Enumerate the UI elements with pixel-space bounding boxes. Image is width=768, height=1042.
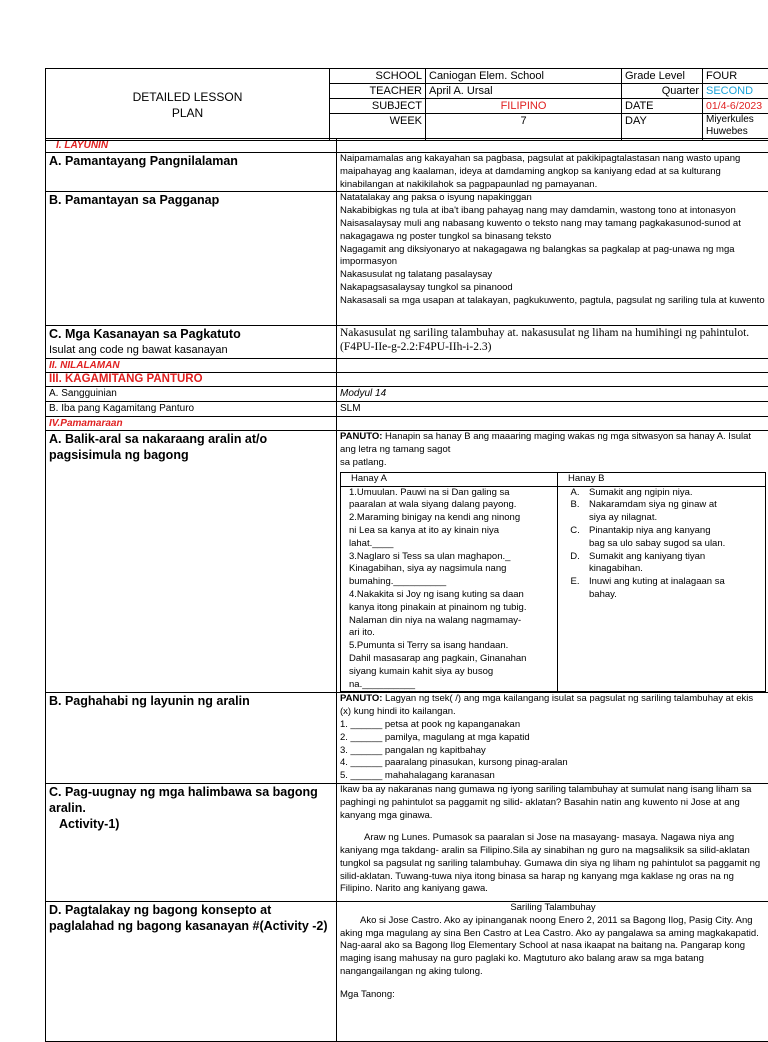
hanay-b-item [561, 487, 762, 500]
hanay-a-line: na.__________ [349, 679, 554, 692]
date-value: 01/4-6/2023 [703, 99, 768, 114]
hanay-b-line: Pinantakip niya ang kanyang [589, 525, 762, 538]
section-pamamaraan: IV.Pamamaraan [46, 417, 337, 431]
iba-pang-kagamitan-value: SLM [337, 402, 768, 417]
hanay-a-line: paaralan at wala siyang dalang payong. [349, 499, 554, 512]
kasanayan-title: C. Mga Kasanayan sa Pagkatuto [49, 327, 241, 341]
talambuhay-title: Sariling Talambuhay [340, 902, 766, 915]
lesson-plan-body [45, 138, 768, 1042]
hanay-b-letter: C. [561, 525, 589, 551]
pag-uugnay-text-1: Ikaw ba ay nakaranas nang gumawa ng iyong sariling talambuhay at sumulat nang isang liham sa paghingi ng pahintulot sa paggamit ng silid- aklatan? Basahin natin ang kuwento ni Jose at ang kanyang mga ginawa. [340, 784, 766, 822]
checklist-item: 1. ______ petsa at pook ng kapanganakan [340, 719, 766, 732]
hanay-a-line: Kinagabihan, siya ay nagsimula nang [349, 563, 554, 576]
pagganap-line: Nakapagsasalaysay tungkol sa pinanood [340, 282, 766, 295]
panuto-text: Hanapin sa hanay B ang maaaring maging wakas ng mga sitwasyon sa hanay A. Isulat ang letra ng tamang sagot [340, 431, 751, 455]
sanggunian-value: Modyul 14 [337, 387, 768, 402]
document-title [46, 69, 330, 141]
hanay-table [340, 472, 766, 693]
hanay-b-line: bahay. [589, 589, 762, 602]
quarter-value: SECOND [703, 84, 768, 99]
hanay-a-line: ni Lea sa kanya at ito ay kinain niya [349, 525, 554, 538]
sanggunian-label: A. Sangguinian [46, 387, 337, 402]
checklist-item: 2. ______ pamilya, magulang at mga kapatid [340, 732, 766, 745]
teacher-value: April A. Ursal [426, 84, 622, 99]
hanay-b-line: siya ay nilagnat. [589, 512, 762, 525]
hanay-a-line: 4.Nakakita si Joy ng isang kuting sa daan [349, 589, 554, 602]
balik-aral-content [337, 431, 768, 693]
hanay-a-line: 3.Naglaro si Tess sa ulan maghapon._ [349, 551, 554, 564]
subject-label: SUBJECT [330, 99, 426, 114]
hanay-b-item [561, 551, 762, 577]
hanay-a-header: Hanay A [341, 472, 558, 486]
hanay-a-line: lahat.____ [349, 538, 554, 551]
checklist-item: 5. ______ mahahalagang karanasan [340, 770, 766, 783]
pamantayang-pangnilalaman-text: Naipamamalas ang kakayahan sa pagbasa, pagsulat at pakikipagtalastasan nang wasto upang maipahayag ang kaalaman, ideya at damdaming angkop sa kaniyang edad at sa kulturang kinabilangan at nakikilahok sa pagpapaunlad ng pamayanan. [337, 153, 768, 192]
hanay-b-list [558, 486, 766, 692]
paghahabi-panuto [340, 693, 766, 719]
hanay-b-line: kinagabihan. [589, 563, 762, 576]
grade-value: FOUR [703, 69, 768, 84]
hanay-b-item [561, 499, 762, 525]
pamantayan-pagganap-label: B. Pamantayan sa Pagganap [46, 192, 337, 326]
kasanayan-sub: Isulat ang code ng bawat kasanayan [49, 342, 333, 358]
iba-pang-kagamitan-label: B. Iba pang Kagamitang Panturo [46, 402, 337, 417]
hanay-a-line: 1.Umuulan. Pauwi na si Dan galing sa [349, 487, 554, 500]
lesson-plan-header [45, 68, 768, 141]
panuto-text: Lagyan ng tsek( /) ang mga kailangang isulat sa pagsulat ng sariling talambuhay at ekis (x) kung hindi ito kailangan. [340, 693, 753, 717]
week-value: 7 [426, 114, 622, 141]
pagganap-line: Natatalakay ang paksa o isyung napakinggan [340, 192, 766, 205]
pamantayan-pagganap-list [337, 192, 768, 326]
panuto-label: PANUTO: [340, 693, 382, 704]
hanay-b-line: Sumakit ang kaniyang tiyan [589, 551, 762, 564]
hanay-a-line: bumahing.__________ [349, 576, 554, 589]
school-label: SCHOOL [330, 69, 426, 84]
panuto-label: PANUTO: [340, 431, 382, 442]
teacher-label: TEACHER [330, 84, 426, 99]
pag-uugnay-text-2: Araw ng Lunes. Pumasok sa paaralan si Jose na masayang- masaya. Nagawa niya ang kaniyang mga takdang- aralin sa Filipino.Sila ay sinabihan ng guro na magsaliksik sa silid-aklatan tungkol sa pagsulat ng sariling talambuhay. Gumawa din siya ng liham ng pahintulot sa paggamit ng silid-aklatan. Tuwang-tuwa niya itong binasa sa harap ng kanyang mga kaklase ng oras na ng Filipino. Narito ang kaniyang gawa. [340, 832, 766, 896]
pag-uugnay-content [337, 783, 768, 901]
paghahabi-label: B. Paghahabi ng layunin ng aralin [46, 693, 337, 784]
school-value: Caniogan Elem. School [426, 69, 622, 84]
pagganap-line: Nakasusulat ng talatang pasalaysay [340, 269, 766, 282]
hanay-a-line: ari ito. [349, 627, 554, 640]
day-value-1: Miyerkules [706, 114, 766, 126]
pagganap-line: Naisasalaysay muli ang nabasang kuwento o teksto nang may tamang pagkakasunod-sunod at nakagagawa ng poster tungkol sa binasang teksto [340, 218, 766, 244]
paghahabi-content [337, 693, 768, 784]
pag-uugnay-title: C. Pag-uugnay ng mga halimbawa sa bagong aralin. [49, 784, 333, 816]
pamantayang-pangnilalaman-label: A. Pamantayang Pangnilalaman [46, 153, 337, 192]
pagganap-line: Nakabibigkas ng tula at iba't ibang pahayag nang may damdamin, wastong tono at intonasyon [340, 205, 766, 218]
pagganap-line: Nagagamit ang diksiyonaryo at nakagagawa ng balangkas sa pagkalap at pag-unawa ng mga impormasyon [340, 244, 766, 270]
panuto-text-2: sa patlang. [340, 457, 766, 470]
section-layunin: I. LAYUNIN [46, 139, 337, 153]
hanay-b-line: Nakaramdam siya ng ginaw at [589, 499, 762, 512]
pagganap-line: Nakasasali sa mga usapan at talakayan, pagkukuwento, pagtula, pagsulat ng sariling tula at kuwento [340, 295, 766, 308]
pag-uugnay-activity: Activity-1) [49, 816, 333, 832]
section-kagamitang-panturo: III. KAGAMITANG PANTURO [46, 373, 337, 387]
week-label: WEEK [330, 114, 426, 141]
balik-aral-panuto [340, 431, 766, 457]
quarter-label: Quarter [622, 84, 703, 99]
date-label: DATE [622, 99, 703, 114]
section-nilalaman: II. NILALAMAN [46, 359, 337, 373]
subject-value: FILIPINO [426, 99, 622, 114]
hanay-b-letter: E. [561, 576, 589, 602]
mga-tanong-label: Mga Tanong: [340, 989, 766, 1002]
hanay-b-item [561, 576, 762, 602]
hanay-a-line: 5.Pumunta si Terry sa isang handaan. [349, 640, 554, 653]
pagtalakay-content [337, 901, 768, 1041]
hanay-b-line: Sumakit ang ngipin niya. [589, 487, 762, 500]
hanay-b-item [561, 525, 762, 551]
checklist-item: 3. ______ pangalan ng kapitbahay [340, 745, 766, 758]
hanay-b-header: Hanay B [558, 472, 766, 486]
hanay-a-line: Dahil masasarap ang pagkain, Ginanahan [349, 653, 554, 666]
day-value [703, 114, 768, 141]
hanay-a-line: 2.Maraming binigay na kendi ang ninong [349, 512, 554, 525]
pagtalakay-label: D. Pagtalakay ng bagong konsepto at paglalahad ng bagong kasanayan #(Activity -2) [46, 901, 337, 1041]
hanay-a-line: Nalaman din niya na walang nagmamay- [349, 615, 554, 628]
hanay-b-letter: B. [561, 499, 589, 525]
hanay-a-line: kanya itong pinakain at pinainom ng tubig. [349, 602, 554, 615]
checklist-item: 4. ______ paaralang pinasukan, kursong pinag-aralan [340, 757, 766, 770]
day-label: DAY [622, 114, 703, 141]
kasanayan-text: Nakasusulat ng sariling talambuhay at. nakasusulat ng liham na humihingi ng pahintulot. (F4PU-IIe-g-2.2:F4PU-IIh-i-2.3) [337, 326, 768, 359]
talambuhay-text: Ako si Jose Castro. Ako ay ipinanganak noong Enero 2, 2011 sa Bagong Ilog, Pasig City. Ang aking mga magulang ay sina Ben Castro at Lea Castro. Ako ay pangalawa sa aming magkakapatid. Nag-aaral ako sa Bagong Ilog Elementary School at nasa ikaapat na baitang na. Pangarap kong maging isang mahusay na guro paglaki ko. Magtuturo ako balang araw sa mga batang nangangailangan ng aking tulong. [340, 915, 766, 979]
hanay-a-line: siyang kumain kahit siya ay busog [349, 666, 554, 679]
hanay-b-letter: D. [561, 551, 589, 577]
hanay-b-line: Inuwi ang kuting at inalagaan sa [589, 576, 762, 589]
hanay-b-line: bag sa ulo sabay sugod sa ulan. [589, 538, 762, 551]
day-value-2: Huwebes [706, 126, 766, 138]
pag-uugnay-label [46, 783, 337, 901]
hanay-b-letter: A. [561, 487, 589, 500]
title-line-1: DETAILED LESSON [49, 89, 326, 105]
hanay-a-list [341, 486, 558, 692]
grade-label: Grade Level [622, 69, 703, 84]
title-line-2: PLAN [49, 105, 326, 121]
kasanayan-label [46, 326, 337, 359]
balik-aral-label: A. Balik-aral sa nakaraang aralin at/o pagsisimula ng bagong [46, 431, 337, 693]
